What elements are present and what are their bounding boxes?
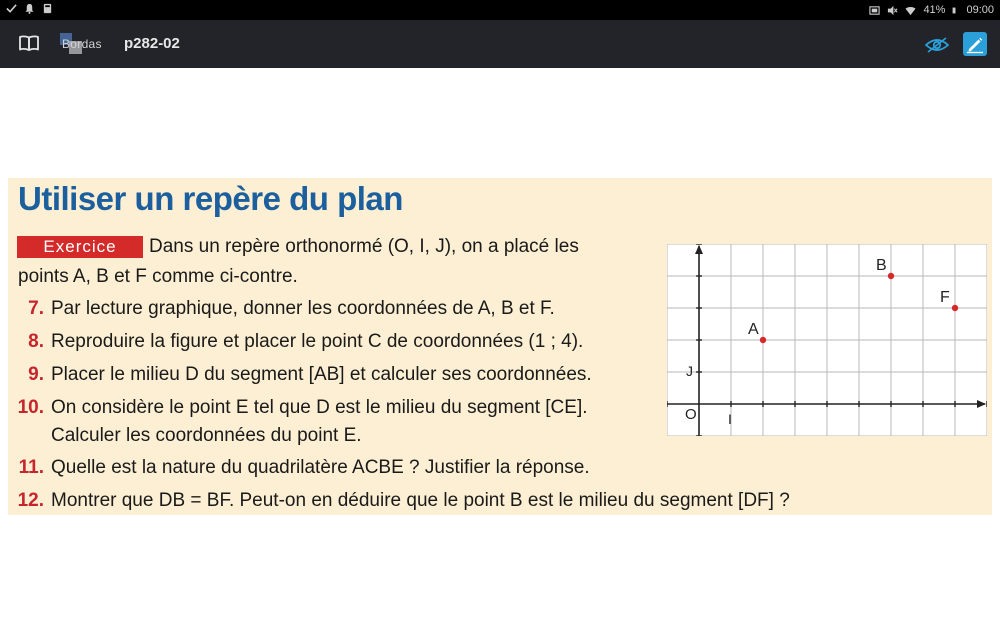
point-label-b: B [876,257,887,274]
point-label-a: A [748,321,759,338]
bordas-logo [62,35,116,53]
status-icons-left [6,3,53,14]
status-icons-right [869,4,994,16]
question-number: 7. [28,298,44,319]
intro-text-line2: points A, B et F comme ci-contre. [18,266,298,287]
unit-j-label: J [686,363,693,379]
coordinate-figure [667,244,987,436]
unit-i-label: I [728,411,732,427]
point-a [760,337,766,343]
question-number: 9. [28,364,44,385]
clock: 09:00 [966,4,994,16]
question-text: Reproduire la figure et placer le point C de coordonnées (1 ; 4). [51,331,584,352]
question-number: 12. [17,490,44,511]
y-axis-arrow [695,245,703,254]
mute-icon [887,5,898,16]
logo-text: Bordas [62,37,102,51]
point-label-f: F [940,289,950,306]
wifi-icon [905,5,916,16]
origin-label: O [685,406,697,423]
section-heading: Utiliser un repère du plan [18,180,403,217]
question-number: 11. [18,457,44,478]
coordinate-grid [667,244,987,436]
status-bar [0,0,1000,20]
eye-icon[interactable] [925,36,949,54]
point-b [888,273,894,279]
pencil-icon[interactable] [963,32,987,56]
question-number: 10. [17,397,44,418]
question-text: Placer le milieu D du segment [AB] et calculer ses coordonnées. [51,364,592,385]
point-f [952,305,958,311]
page-title: p282-02 [124,35,180,52]
storage-icon [42,3,53,14]
question-text: Quelle est la nature du quadrilatère ACBE ? Justifier la réponse. [51,457,590,478]
question-text-continued: Calculer les coordonnées du point E. [51,425,362,446]
x-axis-arrow [977,400,986,408]
battery-percent: 41% [923,4,946,16]
intro-text-line1: Dans un repère orthonormé (O, I, J), on a placé les [149,236,579,257]
question-text: Par lecture graphique, donner les coordonnées de A, B et F. [51,298,555,319]
exercise-badge: Exercice [17,236,143,258]
question-number: 8. [28,331,44,352]
bell-icon [24,3,35,14]
cast-icon [869,5,880,16]
question-text: Montrer que DB = BF. Peut-on en déduire que le point B est le milieu du segment [DF] ? [51,490,790,511]
book-icon[interactable] [19,35,39,51]
check-icon [6,3,17,14]
question-text: On considère le point E tel que D est le milieu du segment [CE]. [51,397,588,418]
battery-icon [952,5,959,16]
